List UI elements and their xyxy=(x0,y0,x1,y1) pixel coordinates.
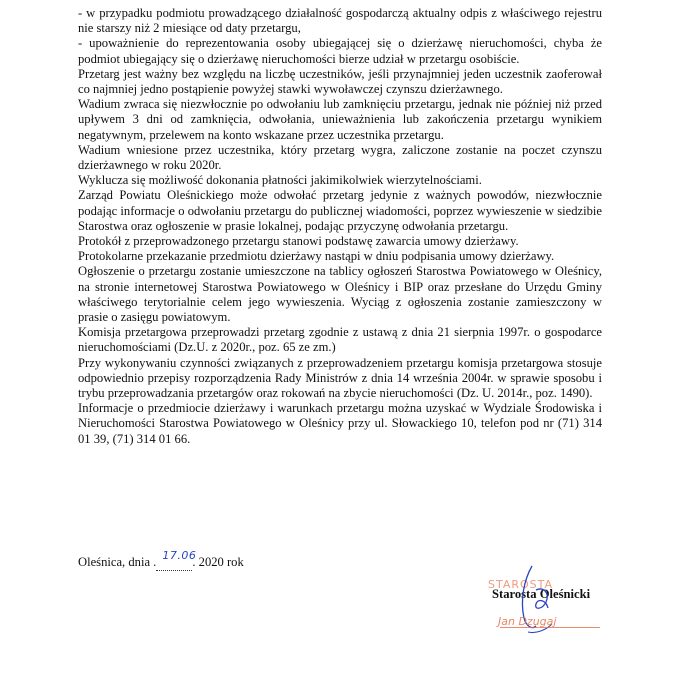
stamp-text: STAROSTA xyxy=(488,578,554,591)
date-line xyxy=(78,549,244,571)
paragraph-registry-extract: - w przypadku podmiotu prowadzącego działalność gospodarczą aktualny odpis z właściwego rejestru nie starszy niż 2 miesiące od daty przetargu, xyxy=(78,6,602,36)
paragraph-protocol: Protokół z przeprowadzonego przetargu stanowi podstawę zawarcia umowy dzierżawy. xyxy=(78,234,519,249)
paragraph-announcement: Ogłoszenie o przetargu zostanie umieszczone na tablicy ogłoszeń Starostwa Powiatowego w Oleśnicy, na stronie internetowej Starostwa Powiatowego w Oleśnicy i BIP oraz przesłane do Urzędu Gminy właściwego terytorialnie celem jego wywieszenia. Wyciąg z ogłoszenia zostanie zamieszczony w prasie o zasięgu powiatowym. xyxy=(78,264,602,325)
paragraph-commission: Komisja przetargowa przeprowadzi przetarg zgodnie z ustawą z dnia 21 sierpnia 1997r. o gospodarce nieruchomościami (Dz.U. z 2020r., poz. 65 ze zm.) xyxy=(78,325,602,355)
paragraph-deposit-credit: Wadium wniesione przez uczestnika, który przetarg wygra, zaliczone zostanie na poczet czynszu dzierżawnego w roku 2020r. xyxy=(78,142,602,173)
signature-title: Starosta Oleśnicki xyxy=(492,587,591,601)
document-body xyxy=(78,6,602,447)
paragraph-authorization: - upoważnienie do reprezentowania osoby ubiegającej się o dzierżawę nieruchomości, chyba że podmiot ubiegający się o dzierżawę nieruchomości bierze udział w przetargu osobiście. xyxy=(78,36,602,66)
stamp-name: Jan Dzugaj xyxy=(498,615,557,628)
paragraph-cancellation: Zarząd Powiatu Oleśnickiego może odwołać przetarg jedynie z ważnych powodów, niezwłocznie podając informacje o odwołaniu przetargu do publicznej wiadomości, poprzez wywieszenie w siedzibie Starostwa oraz ogłoszenie w prasie lokalnej, podając przyczynę odwołania przetargu. xyxy=(78,188,602,233)
handwritten-signature-icon xyxy=(480,560,620,650)
date-prefix: Oleśnica, dnia . xyxy=(78,555,157,569)
stamp-underline xyxy=(500,627,600,628)
paragraph-deposit-return: Wadium zwraca się niezwłocznie po odwołaniu lub zamknięciu przetargu, jednak nie później niż przed upływem 3 dni od zamknięcia, odwołania, unieważnienia lub zakończenia przetargu wynikiem negatywnym, przelewem na konto wskazane przez uczestnika przetargu. xyxy=(78,97,602,142)
date-suffix: . 2020 rok xyxy=(192,555,244,569)
paragraph-validity: Przetarg jest ważny bez względu na liczbę uczestników, jeśli przynajmniej jeden uczestnik zaoferował co najmniej jedno postąpienie powyżej stawki wywoławczej czynszu dzierżawnego. xyxy=(78,66,602,97)
paragraph-contact-info: Informacje o przedmiocie dzierżawy i warunkach przetargu można uzyskać w Wydziale Środowiska i Nieruchomości Starostwa Powiatowego w Oleśnicy przy ul. Słowackiego 10, telefon pod nr (71) 314 01 39, (71) 314 01 66. xyxy=(78,401,602,446)
paragraph-regulations: Przy wykonywaniu czynności związanych z przeprowadzeniem przetargu komisja przetargowa stosuje odpowiednio przepisy rozporządzenia Rady Ministrów z dnia 14 września 2004r. w sprawie sposobu i trybu przeprowadzania przetargów oraz rokowań na zbycie nieruchomości (Dz. U. 2014r., poz. 1490). xyxy=(78,355,602,401)
date-fill xyxy=(156,549,197,571)
paragraph-payment-exclusion: Wyklucza się możliwość dokonania płatności jakimikolwiek wierzytelnościami. xyxy=(78,173,482,188)
signature-block xyxy=(480,560,620,650)
handwritten-date: 17.06 xyxy=(162,549,197,562)
paragraph-handover: Protokolarne przekazanie przedmiotu dzierżawy nastąpi w dniu podpisania umowy dzierżawy. xyxy=(78,249,555,264)
